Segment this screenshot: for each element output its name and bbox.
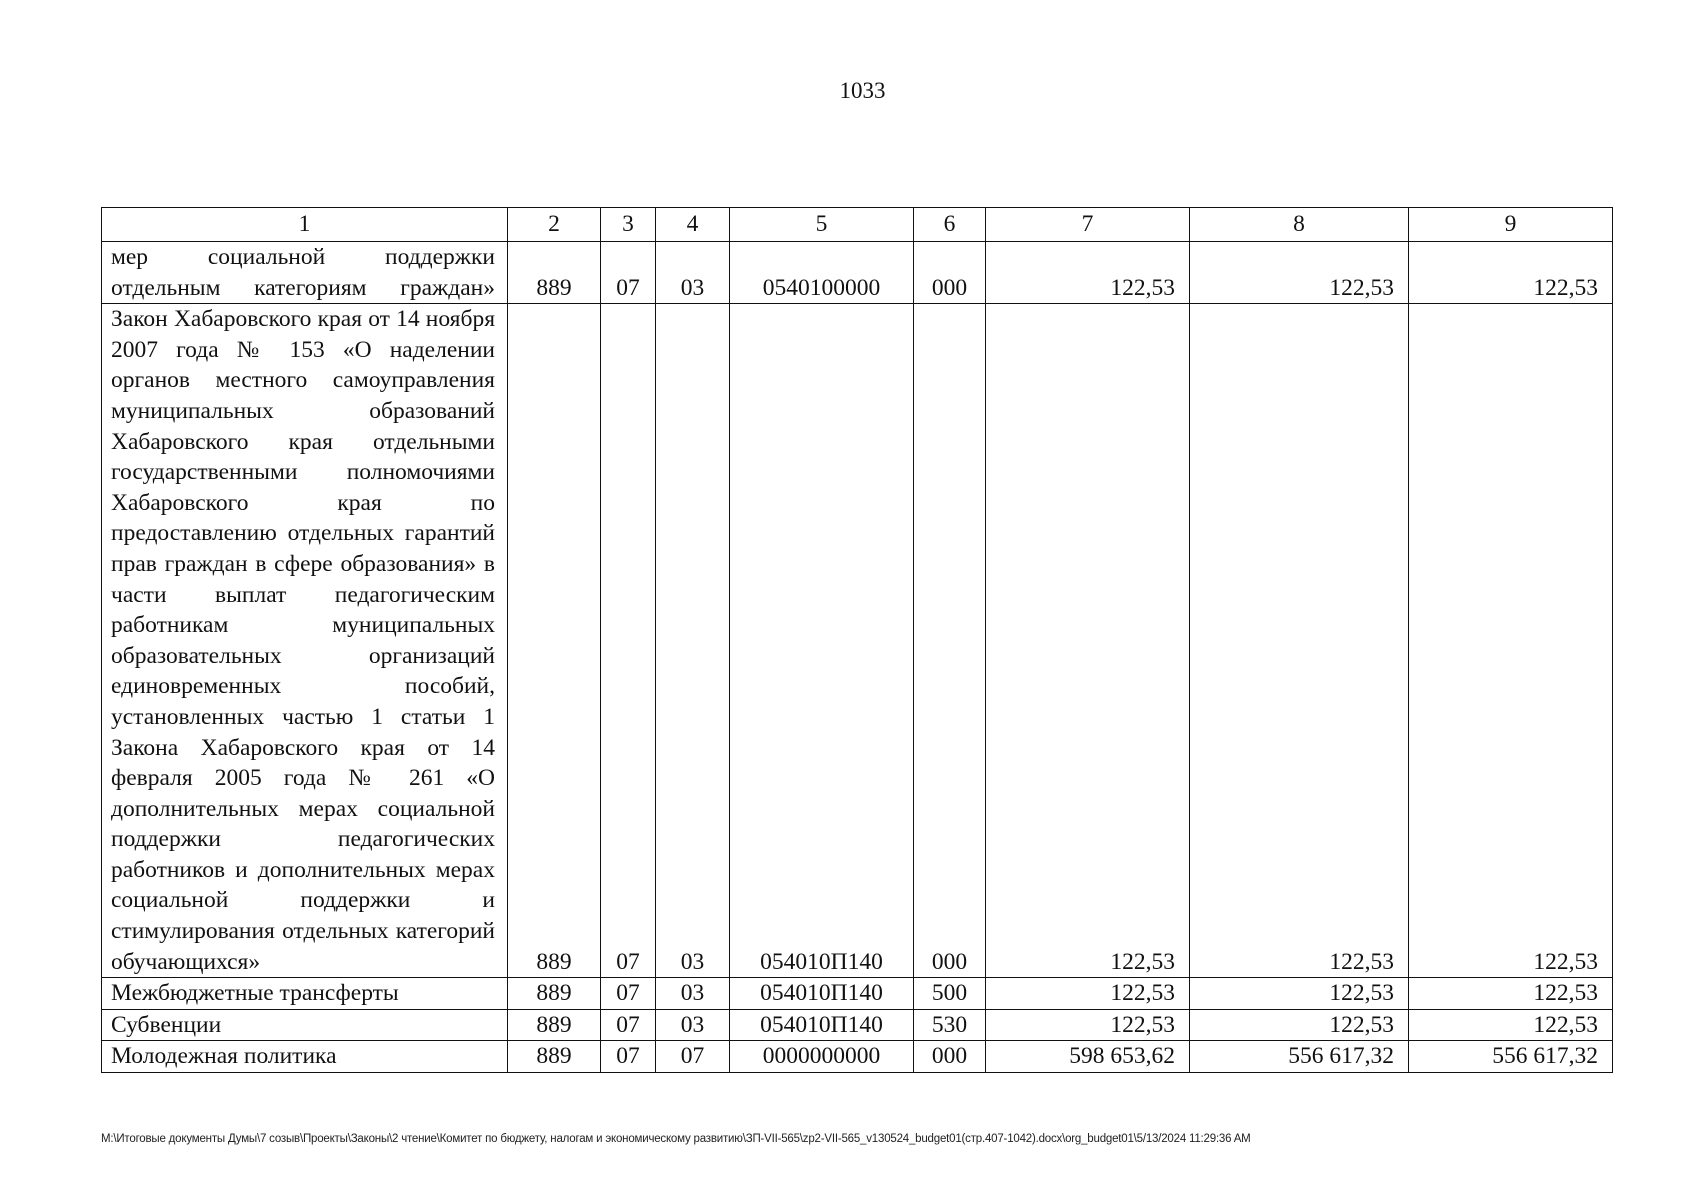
cell-target-article: 054010П140 (730, 1009, 914, 1041)
cell-amount-year1: 598 653,62 (986, 1041, 1190, 1073)
column-header: 7 (986, 208, 1190, 242)
cell-amount-year1: 122,53 (986, 304, 1190, 978)
cell-expense-type: 000 (914, 242, 986, 304)
cell-amount-year2: 122,53 (1190, 304, 1409, 978)
column-header: 4 (656, 208, 730, 242)
cell-subsection: 03 (656, 978, 730, 1010)
table-row (102, 304, 1613, 978)
table-row (102, 978, 1613, 1010)
column-header: 2 (508, 208, 601, 242)
cell-target-article: 054010П140 (730, 304, 914, 978)
column-header: 1 (102, 208, 508, 242)
footer-file-path: M:\Итоговые документы Думы\7 созыв\Проекты\Законы\2 чтение\Комитет по бюджету, налогам и экономическому развитию\ЗП-VII-565\zp2-VII-565_v130524_budget01(стр.407-1042).docx\org_budget01\5/13/2024 11:29:36 AM (101, 1133, 1251, 1145)
cell-amount-year1: 122,53 (986, 242, 1190, 304)
row-description: Закон Хабаровского края от 14 ноября 2007 года № 153 «О наделении органов местного самоуправления муниципальных образований Хабаровского края отдельными государственными полномочиями Хабаровского края по предоставлению отдельных гарантий прав граждан в сфере образования» в части выплат педагогическим работникам муниципальных образовательных организаций единовременных пособий, установленных частью 1 статьи 1 Закона Хабаровского края от 14 февраля 2005 года № 261 «О дополнительных мерах социальной поддержки педагогических работников и дополнительных мерах социальной поддержки и стимулирования отдельных категорий обучающихся» (102, 304, 508, 978)
table-row (102, 1041, 1613, 1073)
column-header: 3 (601, 208, 656, 242)
cell-amount-year3: 122,53 (1409, 304, 1613, 978)
cell-section: 07 (601, 1009, 656, 1041)
cell-amount-year2: 122,53 (1190, 242, 1409, 304)
cell-target-article: 0540100000 (730, 242, 914, 304)
cell-amount-year1: 122,53 (986, 1009, 1190, 1041)
row-description: Молодежная политика (102, 1041, 508, 1073)
cell-amount-year2: 556 617,32 (1190, 1041, 1409, 1073)
cell-ministry-code: 889 (508, 978, 601, 1010)
cell-section: 07 (601, 242, 656, 304)
cell-section: 07 (601, 978, 656, 1010)
cell-target-article: 054010П140 (730, 978, 914, 1010)
cell-amount-year3: 122,53 (1409, 978, 1613, 1010)
cell-target-article: 0000000000 (730, 1041, 914, 1073)
column-header: 9 (1409, 208, 1613, 242)
cell-section: 07 (601, 1041, 656, 1073)
cell-amount-year3: 122,53 (1409, 1009, 1613, 1041)
cell-subsection: 07 (656, 1041, 730, 1073)
cell-expense-type: 500 (914, 978, 986, 1010)
cell-section: 07 (601, 304, 656, 978)
row-description: Межбюджетные трансферты (102, 978, 508, 1010)
cell-amount-year1: 122,53 (986, 978, 1190, 1010)
cell-amount-year2: 122,53 (1190, 978, 1409, 1010)
cell-amount-year3: 122,53 (1409, 242, 1613, 304)
column-header: 8 (1190, 208, 1409, 242)
row-description: Субвенции (102, 1009, 508, 1041)
cell-expense-type: 000 (914, 304, 986, 978)
cell-subsection: 03 (656, 1009, 730, 1041)
cell-ministry-code: 889 (508, 304, 601, 978)
cell-expense-type: 530 (914, 1009, 986, 1041)
cell-subsection: 03 (656, 304, 730, 978)
row-description: мер социальной поддержки отдельным категориям граждан» (102, 242, 508, 304)
budget-table (101, 207, 1613, 1073)
cell-amount-year3: 556 617,32 (1409, 1041, 1613, 1073)
table-row (102, 242, 1613, 304)
cell-subsection: 03 (656, 242, 730, 304)
column-header: 5 (730, 208, 914, 242)
cell-ministry-code: 889 (508, 242, 601, 304)
cell-amount-year2: 122,53 (1190, 1009, 1409, 1041)
cell-ministry-code: 889 (508, 1009, 601, 1041)
page-number: 1033 (839, 78, 886, 103)
table-row (102, 1009, 1613, 1041)
column-header: 6 (914, 208, 986, 242)
table-header-row (102, 208, 1613, 242)
cell-ministry-code: 889 (508, 1041, 601, 1073)
cell-expense-type: 000 (914, 1041, 986, 1073)
